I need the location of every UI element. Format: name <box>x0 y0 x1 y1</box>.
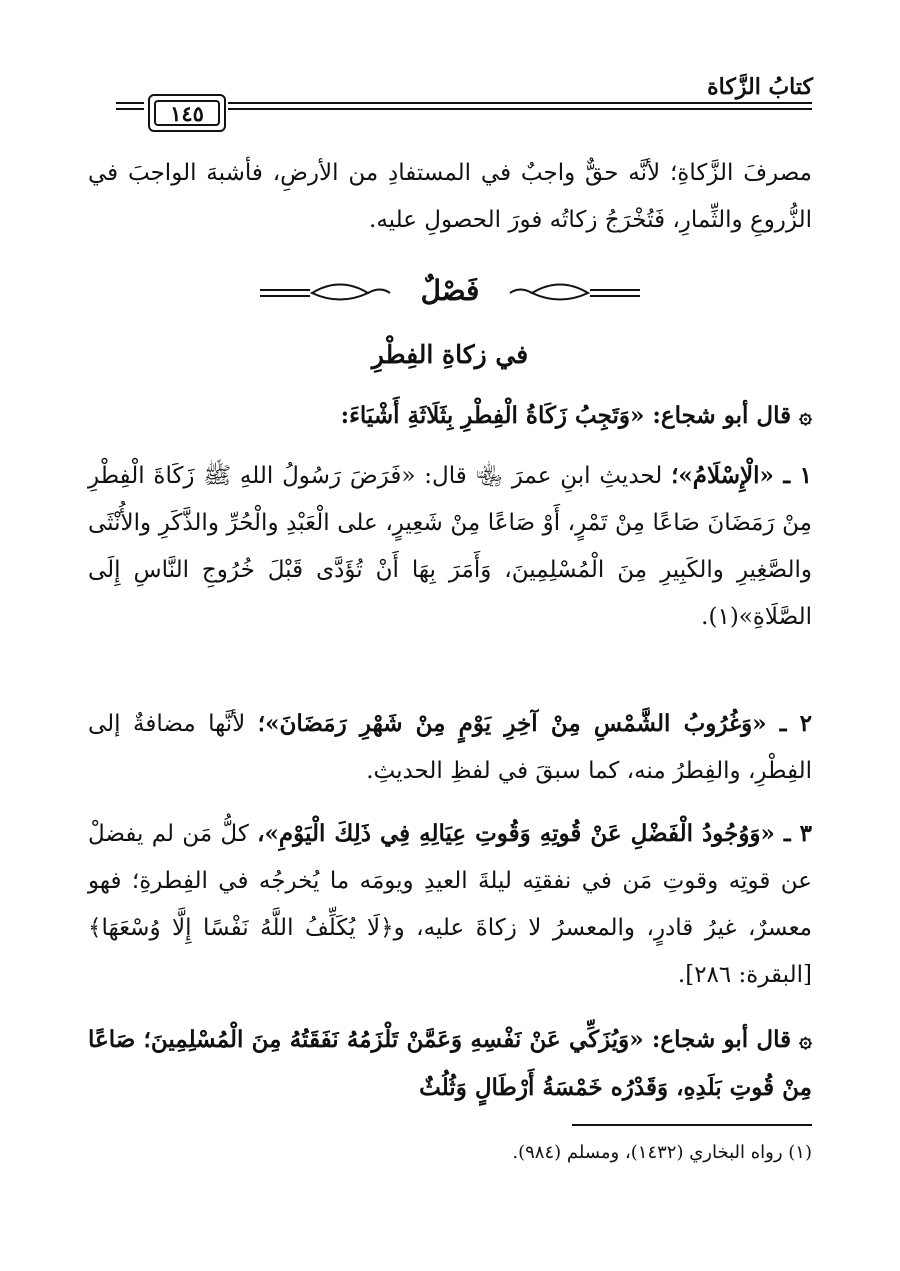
paragraph-abu-shuja-1 <box>88 392 812 440</box>
running-header-title: كتابُ الزَّكاة <box>707 74 813 100</box>
header-rule-left-top <box>116 102 144 104</box>
footnote-rule <box>572 1124 812 1126</box>
paragraph-abu-shuja-2 <box>88 1016 812 1112</box>
section-title: في زكاةِ الفِطْرِ <box>371 340 529 369</box>
author-lead-2: قال أبو شجاع <box>660 1026 792 1053</box>
paragraph-intro: مصرفَ الزَّكاةِ؛ لأنَّه حقٌّ واجبٌ في المستفادِ من الأرضِ، فأشبهَ الواجبَ في الزُّروعِ والثِّمارِ، فَتُخْرَجُ زكاتُه فورَ الحصولِ عليه. <box>88 160 812 233</box>
item-3-text: كلُّ مَن لم يفضلْ عن قوتِه وقوتِ مَن في نفقتِه ليلةَ العيدِ ويومَه ما يُخرجُه في الفِطرةِ؛ فهو معسرٌ، غيرُ قادرٍ، والمعسرُ لا زكاةَ عليه، و﴿لَا يُكَلِّفُ اللَّهُ نَفْسًا إِلَّا وُسْعَهَا﴾ [البقرة: ٢٨٦]. <box>88 821 812 988</box>
header-rule-left-bottom <box>116 108 144 110</box>
item-2-text: لأنَّها مضافةٌ إلى الفِطْرِ، والفِطرُ منه، كما سبقَ في لفظِ الحديثِ. <box>88 711 812 784</box>
paragraph-item-3 <box>88 810 812 999</box>
header-rule-right-bottom <box>228 108 812 110</box>
page-number: ١٤٥ <box>154 100 220 126</box>
paragraph-item-1 <box>88 452 812 641</box>
footnote: (١) رواه البخاري (١٤٣٢)، ومسلم (٩٨٤). <box>512 1142 812 1163</box>
matn-text: : «وَتَجِبُ زَكَاةُ الْفِطْرِ بِثَلَاثَةِ أَشْيَاءَ: <box>340 402 661 429</box>
item-1-text: لحديثِ ابنِ عمرَ ﵄ قال: «فَرَضَ رَسُولُ اللهِ ﷺ زَكَاةَ الْفِطْرِ مِنْ رَمَضَانَ صَاعًا مِنْ تَمْرٍ، أَوْ صَاعًا مِنْ شَعِيرٍ، على الْعَبْدِ والْحُرِّ والذَّكَرِ والأُنْثَى والصَّغِيرِ والكَبِيرِ مِنَ الْمُسْلِمِينَ، وَأَمَرَ بِهَا أَنْ تُؤَدَّى قَبْلَ خُرُوجِ النَّاسِ إِلَى الصَّلَاةِ»(١). <box>88 463 812 630</box>
item-3-lead: ٣ ـ «وَوُجُودُ الْفَضْلِ عَنْ قُوتِهِ وَقُوتِ عِيَالِهِ فِي ذَلِكَ الْيَوْمِ»، <box>257 820 812 847</box>
author-lead: قال أبو شجاع <box>660 402 792 429</box>
matn-text-2: : «وَيُزَكِّي عَنْ نَفْسِهِ وَعَمَّنْ تَلْزَمُهُ نَفَقَتُهُ مِنَ الْمُسْلِمِينَ؛ صَاعًا مِنْ قُوتِ بَلَدِهِ، وَقَدْرُه خَمْسَةُ أَرْطَالٍ وَثُلُثٌ <box>88 1026 812 1101</box>
header-rule-right-top <box>228 102 812 104</box>
item-2-lead: ٢ ـ «وَغُرُوبُ الشَّمْسِ مِنْ آخِرِ يَوْمٍ مِنْ شَهْرِ رَمَضَانَ»؛ <box>257 710 813 737</box>
fasl-heading <box>250 268 650 318</box>
item-1-lead: ١ ـ «الْإِسْلَامُ»؛ <box>671 462 812 489</box>
fasl-title: فَصْلٌ <box>420 274 480 307</box>
page-number-frame <box>148 94 226 132</box>
flower-icon: ۞ <box>799 403 812 429</box>
paragraph-item-2 <box>88 700 812 795</box>
flower-icon-2: ۞ <box>799 1027 812 1053</box>
